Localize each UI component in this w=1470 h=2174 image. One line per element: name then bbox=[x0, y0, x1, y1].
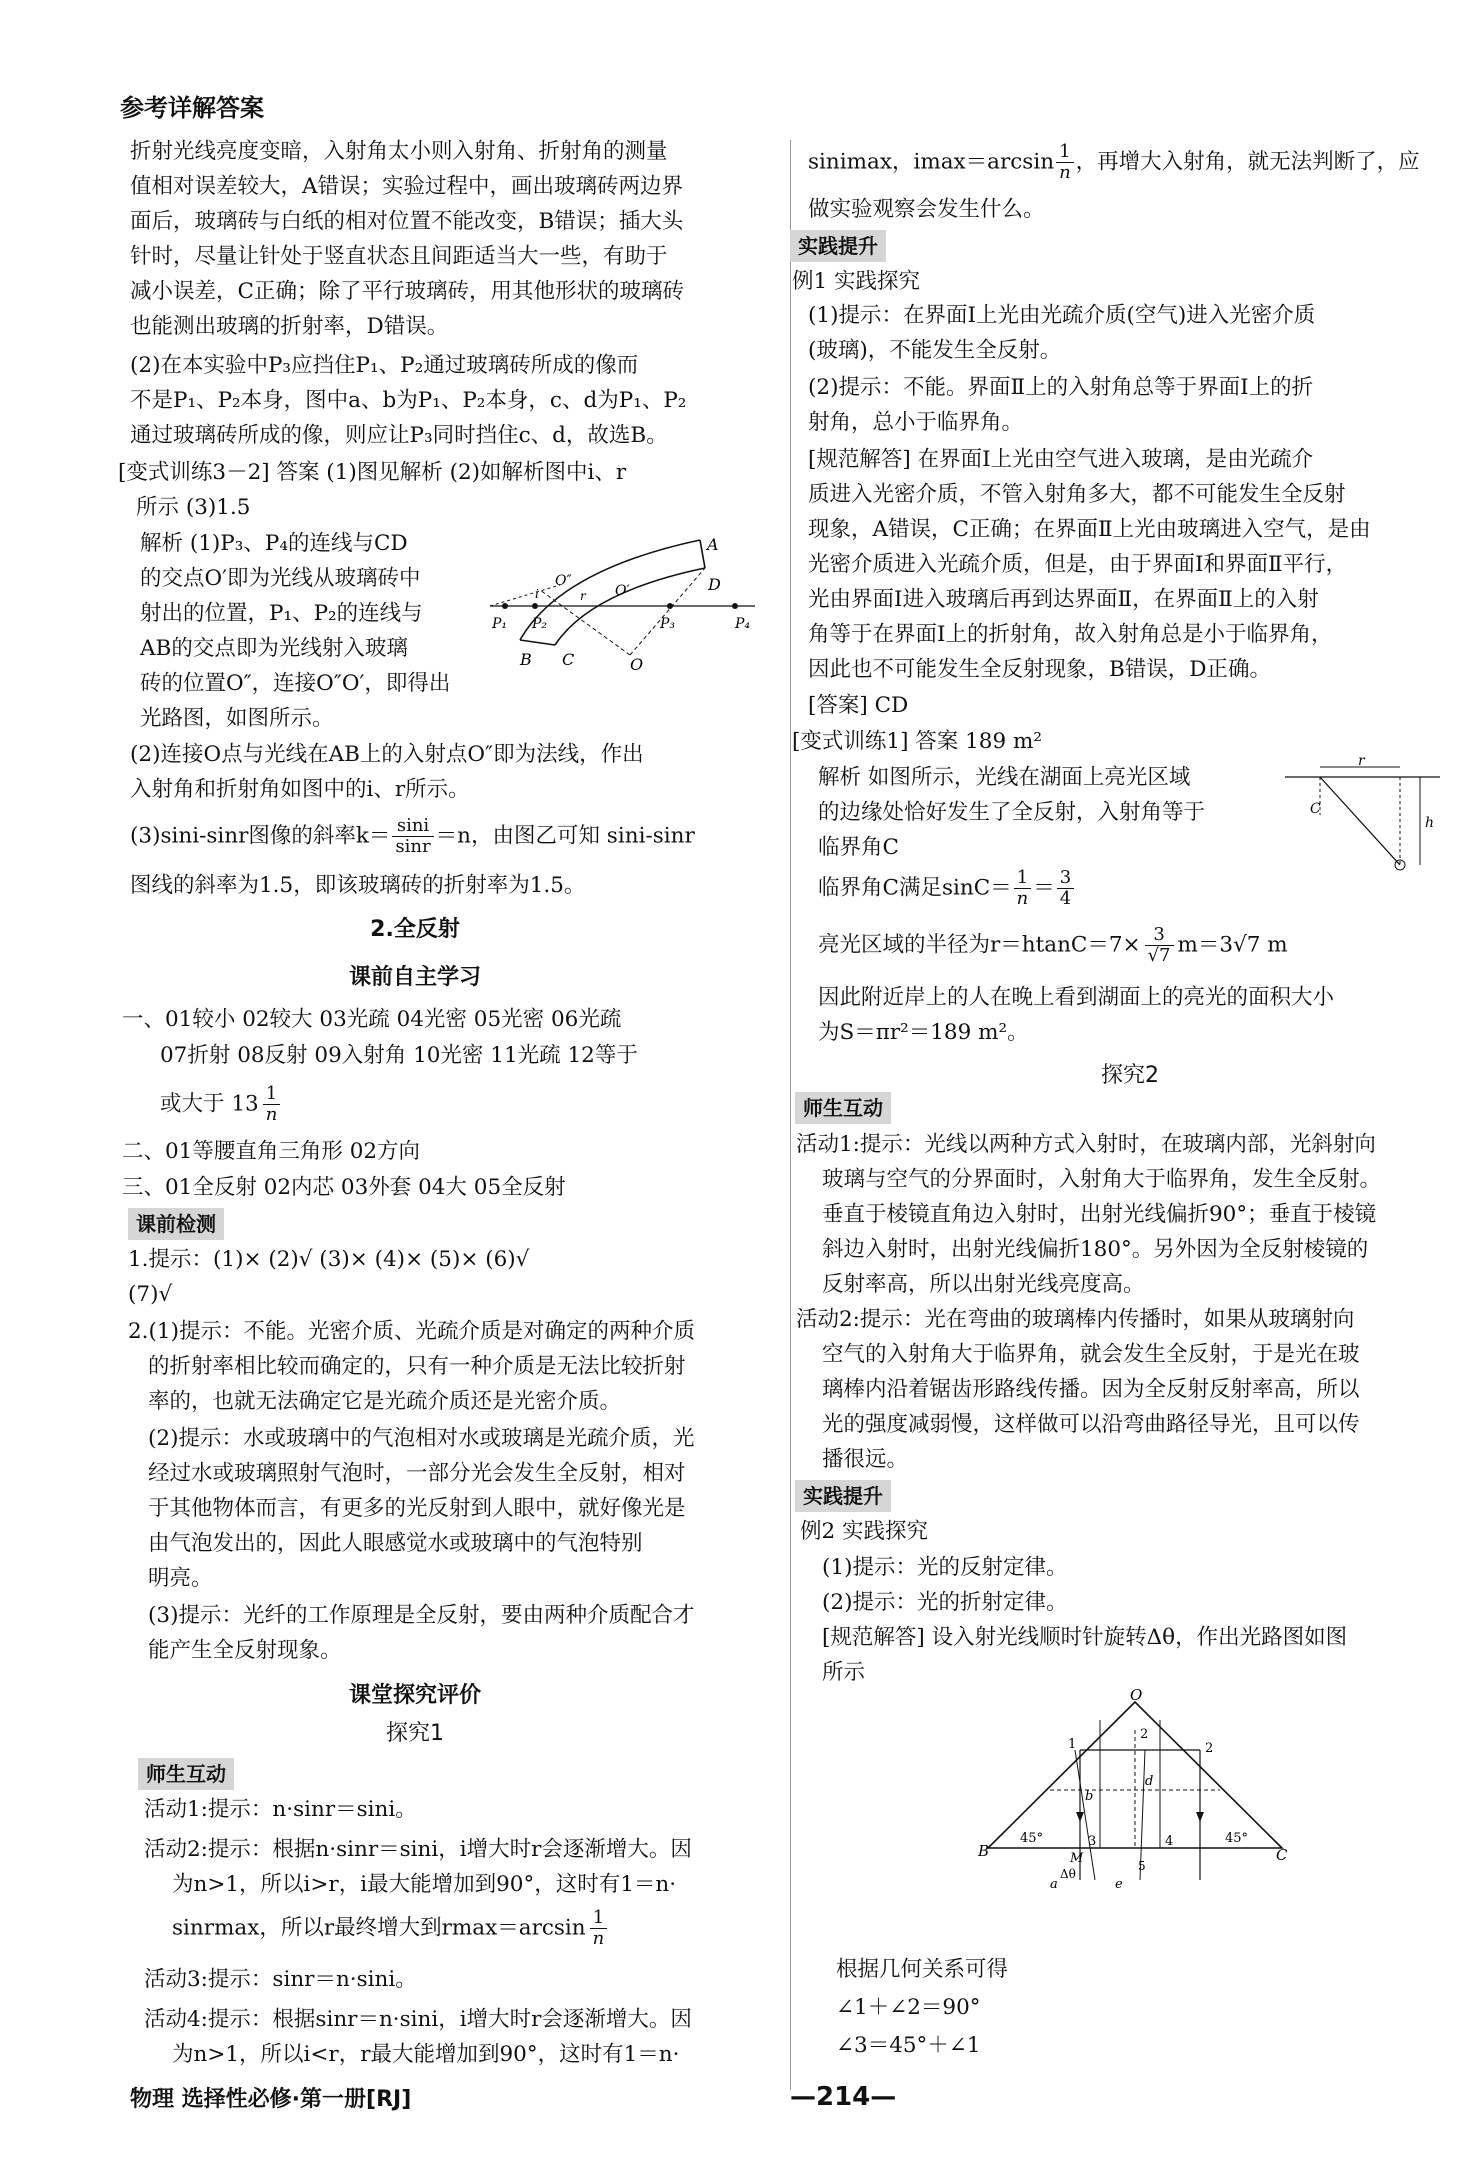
check-line: (3)提示：光纤的工作原理是全反射，要由两种介质配合才 bbox=[148, 1603, 695, 1628]
text-line: 因此附近岸上的人在晚上看到湖面上的亮光的面积大小 bbox=[818, 985, 1335, 1010]
text-line: sinimax，imax＝arcsin $\frac{1}{n}$ ，再增大入射角，就无法判断了，应 bbox=[808, 141, 1420, 183]
analysis-line: 的交点O′即为光线从玻璃砖中 bbox=[140, 566, 421, 591]
label-a: a bbox=[1050, 1877, 1058, 1892]
check-line: 由气泡发出的，因此人眼感觉水或玻璃中的气泡特别 bbox=[148, 1531, 643, 1556]
label-O1: O′ bbox=[615, 583, 630, 599]
check-line: (2)提示：水或玻璃中的气泡相对水或玻璃是光疏介质，光 bbox=[148, 1426, 695, 1451]
text-line: 减小误差，C正确；除了平行玻璃砖，用其他形状的玻璃砖 bbox=[130, 279, 684, 304]
fraction-3-4: $\frac{3}{4}$ bbox=[1057, 868, 1074, 909]
label-i: i bbox=[535, 587, 539, 601]
answer-list: 二、01等腰直角三角形 02方向 bbox=[122, 1139, 421, 1164]
example-line: 光密介质进入光疏介质，但是，由于界面Ⅰ和界面Ⅱ平行， bbox=[808, 552, 1348, 577]
footer-book-title: 物理 选择性必修·第一册[RJ] bbox=[130, 2087, 412, 2112]
activity-line: 播很远。 bbox=[822, 1447, 909, 1472]
section-tag-teacher: 师生互动 bbox=[138, 1758, 234, 1790]
label-5: 5 bbox=[1138, 1859, 1146, 1873]
label-C: C bbox=[562, 650, 575, 669]
example-line: 所示 bbox=[822, 1660, 866, 1685]
example-line: 角等于在界面Ⅰ上的折射角，故入射角总是小于临界角， bbox=[808, 622, 1333, 647]
label-B: B bbox=[978, 1842, 990, 1860]
answer-list: 三、01全反射 02内芯 03外套 04大 05全反射 bbox=[122, 1175, 566, 1200]
fraction-3-root7: $\frac{3}{√7}$ bbox=[1145, 925, 1174, 966]
check-line: 的折射率相比较而确定的，只有一种介质是无法比较折射 bbox=[148, 1354, 686, 1379]
activity-line: 活动3:提示：sinr＝n·sini。 bbox=[144, 1967, 417, 1992]
activity-line: 璃棒内沿着锯齿形路线传播。因为全反射反射率高，所以 bbox=[822, 1377, 1360, 1402]
lake-diagram bbox=[1280, 755, 1450, 885]
label-B: B bbox=[520, 650, 532, 669]
example-line: 例2 实践探究 bbox=[800, 1519, 929, 1544]
section-tag-practice: 实践提升 bbox=[790, 230, 886, 262]
page-header-title: 参考详解答案 bbox=[120, 94, 264, 122]
activity-line: 活动2:提示：根据n·sinr＝sini，i增大时r会逐渐增大。因 bbox=[144, 1837, 692, 1862]
example-line: (玻璃)，不能发生全反射。 bbox=[808, 338, 1062, 363]
text-line: 为S＝πr²＝189 m²。 bbox=[818, 1020, 1029, 1045]
activity-line: 斜边入射时，出射光线偏折180°。另外因为全反射棱镜的 bbox=[822, 1237, 1369, 1262]
text-line: 针时，尽量让针处于竖直状态且间距适当大一些，有助于 bbox=[130, 244, 668, 269]
label-4: 4 bbox=[1165, 1834, 1174, 1849]
answer-list: 或大于 13 $\frac{1}{n}$ bbox=[160, 1084, 280, 1125]
label-A: A bbox=[707, 535, 719, 554]
check-line: 能产生全反射现象。 bbox=[148, 1638, 342, 1663]
section-tag-practice: 实践提升 bbox=[795, 1480, 891, 1512]
example-line: 光由界面Ⅰ进入玻璃后再到达界面Ⅱ，在界面Ⅱ上的入射 bbox=[808, 587, 1319, 612]
analysis-line: AB的交点即为光线射入玻璃 bbox=[140, 636, 408, 661]
column-divider bbox=[790, 140, 791, 2090]
fraction-top: $\frac{1}{n}$ bbox=[1056, 142, 1074, 183]
check-line: 于其他物体而言，有更多的光反射到人眼中，就好像光是 bbox=[148, 1496, 686, 1521]
refraction-diagram bbox=[480, 530, 780, 680]
variant-training-1: [变式训练1] 答案 189 m² bbox=[792, 729, 1043, 754]
check-line: 率的，也就无法确定它是光疏介质还是光密介质。 bbox=[148, 1389, 622, 1414]
check-line: (7)√ bbox=[128, 1282, 173, 1307]
text-line: (2)连接O点与光线在AB上的入射点O″即为法线，作出 bbox=[130, 742, 644, 767]
label-1: 1 bbox=[1068, 1737, 1077, 1752]
example-line: (2)提示：不能。界面Ⅱ上的入射角总等于界面Ⅰ上的折 bbox=[808, 375, 1314, 400]
example-line: [规范解答] 在界面Ⅰ上光由空气进入玻璃，是由光疏介 bbox=[808, 447, 1314, 472]
activity-line: 玻璃与空气的分界面时，入射角大于临界角，发生全反射。 bbox=[822, 1167, 1382, 1192]
geometry-line: 根据几何关系可得 bbox=[836, 1957, 1009, 1982]
example-line: 例1 实践探究 bbox=[792, 269, 921, 294]
check-line: 明亮。 bbox=[148, 1566, 213, 1591]
example-line: 因此也不可能发生全反射现象，B错误，D正确。 bbox=[808, 657, 1272, 682]
text-line: (2)在本实验中P₃应挡住P₁、P₂通过玻璃砖所成的像而 bbox=[130, 353, 639, 378]
activity-line: 空气的入射角大于临界角，就会发生全反射，于是光在玻 bbox=[822, 1342, 1360, 1367]
analysis-line: 砖的位置O″，连接O″O′，即得出 bbox=[140, 671, 451, 696]
example-line: (2)提示：光的折射定律。 bbox=[822, 1590, 1068, 1615]
example-line: (1)提示：在界面Ⅰ上光由光疏介质(空气)进入光密介质 bbox=[808, 303, 1316, 328]
text-line: 所示 (3)1.5 bbox=[136, 495, 251, 520]
text-line: 折射光线亮度变暗，入射角太小则入射角、折射角的测量 bbox=[130, 139, 668, 164]
example-line: 现象，A错误，C正确；在界面Ⅱ上光由玻璃进入空气，是由 bbox=[808, 517, 1371, 542]
explore-title: 探究2 bbox=[1101, 1063, 1159, 1088]
label-e: e bbox=[1115, 1877, 1123, 1892]
label-M: M bbox=[1070, 1851, 1084, 1866]
text-line: 通过玻璃砖所成的像，则应让P₃同时挡住c、d，故选B。 bbox=[130, 423, 668, 448]
label-d: d bbox=[1145, 1774, 1154, 1789]
subsection-title: 课前自主学习 bbox=[348, 965, 481, 990]
analysis-line: 的边缘处恰好发生了全反射，入射角等于 bbox=[818, 800, 1206, 825]
label-O: O bbox=[630, 655, 644, 674]
fraction-1n: $\frac{1}{n}$ bbox=[1014, 868, 1032, 909]
example-answer: [答案] CD bbox=[808, 693, 909, 718]
label-3: 3 bbox=[1088, 1834, 1097, 1849]
label-D: D bbox=[708, 575, 721, 594]
text-line: 不是P₁、P₂本身，图中a、b为P₁、P₂本身，c、d为P₁、P₂ bbox=[130, 388, 687, 413]
section-tag-check: 课前检测 bbox=[128, 1208, 224, 1240]
example-line: 射角，总小于临界角。 bbox=[808, 410, 1024, 435]
analysis-line: 解析 (1)P₃、P₄的连线与CD bbox=[140, 531, 408, 556]
label-delta-theta: Δθ bbox=[1060, 1867, 1076, 1881]
section-title: 2.全反射 bbox=[370, 917, 460, 942]
activity-line: 光的强度减弱慢，这样做可以沿弯曲路径导光，且可以传 bbox=[822, 1412, 1360, 1437]
example-line: 质进入光密介质，不管入射角多大，都不可能发生全反射 bbox=[808, 482, 1346, 507]
activity-line: 垂直于棱镜直角边入射时，出射光线偏折90°；垂直于棱镜 bbox=[822, 1202, 1377, 1227]
label-P2: P₂ bbox=[532, 616, 548, 632]
text-line: 面后，玻璃砖与白纸的相对位置不能改变，B错误；插大头 bbox=[130, 209, 684, 234]
section-tag-teacher: 师生互动 bbox=[795, 1092, 891, 1124]
label-P3: P₃ bbox=[660, 616, 676, 632]
text-line: 做实验观察会发生什么。 bbox=[808, 197, 1045, 222]
text-line: 也能测出玻璃的折射率，D错误。 bbox=[130, 314, 449, 339]
analysis-line: 临界角C bbox=[818, 835, 899, 860]
text-line: 值相对误差较大，A错误；实验过程中，画出玻璃砖两边界 bbox=[130, 174, 684, 199]
answer-list: 07折射 08反射 09入射角 10光密 11光疏 12等于 bbox=[160, 1043, 638, 1068]
variant-training-3-2: [变式训练3－2] 答案 (1)图见解析 (2)如解析图中i、r bbox=[118, 460, 627, 485]
activity-line: 活动4:提示：根据sinr＝n·sini，i增大时r会逐渐增大。因 bbox=[144, 2007, 692, 2032]
radius-line: 亮光区域的半径为r＝htanC＝7× $\frac{3}{√7}$ m＝3√7 m bbox=[818, 924, 1288, 966]
label-C: C bbox=[1276, 1846, 1288, 1864]
subsection-title: 课堂探究评价 bbox=[348, 1683, 481, 1708]
label-r: r bbox=[1358, 753, 1365, 769]
answer-list: 一、01较小 02较大 03光疏 04光密 05光密 06光疏 bbox=[122, 1007, 622, 1032]
geometry-line: ∠3＝45°＋∠1 bbox=[836, 2033, 981, 2058]
label-O2: O″ bbox=[555, 573, 572, 589]
slope-formula: (3)sini-sinr图像的斜率k＝ $\frac{\sin i}{\sin r}$ ＝n，由图乙可知 sini-sinr bbox=[130, 815, 695, 857]
example-line: (1)提示：光的反射定律。 bbox=[822, 1555, 1068, 1580]
activity-line: 为n>1，所以i>r，i最大能增加到90°，这时有1＝n· bbox=[172, 1872, 677, 1897]
label-45-right: 45° bbox=[1225, 1831, 1249, 1846]
text-line: 图线的斜率为1.5，即该玻璃砖的折射率为1.5。 bbox=[130, 873, 586, 898]
activity-line: 反射率高，所以出射光线亮度高。 bbox=[822, 1272, 1145, 1297]
analysis-line: 解析 如图所示，光线在湖面上亮光区域 bbox=[818, 765, 1191, 790]
critical-angle-line: 临界角C满足sinC＝ $\frac{1}{n}$ ＝ $\frac{3}{4}$ bbox=[818, 868, 1076, 909]
label-b: b bbox=[1085, 1789, 1094, 1804]
fraction-act: $\frac{1}{n}$ bbox=[590, 1908, 608, 1949]
label-2b: 2 bbox=[1205, 1741, 1214, 1756]
check-line: 1.提示：(1)× (2)√ (3)× (4)× (5)× (6)√ bbox=[128, 1247, 530, 1272]
label-r: r bbox=[580, 589, 586, 603]
label-O: O bbox=[1130, 1686, 1143, 1704]
explore-title: 探究1 bbox=[386, 1721, 444, 1746]
prism-diagram bbox=[978, 1686, 1290, 1892]
activity-line: sinrmax，所以r最终增大到rmax＝arcsin $\frac{1}{n}$ bbox=[172, 1908, 607, 1949]
geometry-line: ∠1＋∠2＝90° bbox=[836, 1995, 981, 2020]
check-line: 经过水或玻璃照射气泡时，一部分光会发生全反射，相对 bbox=[148, 1461, 686, 1486]
check-line: 2.(1)提示：不能。光密介质、光疏介质是对确定的两种介质 bbox=[128, 1319, 695, 1344]
analysis-line: 光路图，如图所示。 bbox=[140, 706, 334, 731]
label-C: C bbox=[1310, 801, 1321, 817]
activity-line: 活动1:提示：n·sinr＝sini。 bbox=[144, 1797, 417, 1822]
example-line: [规范解答] 设入射光线顺时针旋转Δθ，作出光路图如图 bbox=[822, 1625, 1348, 1650]
activity-line: 活动2:提示：光在弯曲的玻璃棒内传播时，如果从玻璃射向 bbox=[796, 1307, 1355, 1332]
label-P4: P₄ bbox=[735, 616, 751, 632]
label-P1: P₁ bbox=[492, 616, 508, 632]
label-45-left: 45° bbox=[1020, 1831, 1044, 1846]
label-h: h bbox=[1425, 815, 1435, 831]
activity-line: 为n>1，所以i<r，r最大能增加到90°，这时有1＝n· bbox=[172, 2042, 680, 2067]
fraction-13: $\frac{1}{n}$ bbox=[263, 1084, 281, 1125]
text-line: 入射角和折射角如图中的i、r所示。 bbox=[130, 777, 470, 802]
page-number: —214— bbox=[790, 2082, 897, 2112]
label-2a: 2 bbox=[1140, 1727, 1149, 1742]
activity-line: 活动1:提示：光线以两种方式入射时，在玻璃内部，光斜射向 bbox=[796, 1132, 1376, 1157]
analysis-line: 射出的位置，P₁、P₂的连线与 bbox=[140, 601, 423, 626]
fraction-k: $\frac{\sin i}{\sin r}$ bbox=[392, 816, 433, 857]
